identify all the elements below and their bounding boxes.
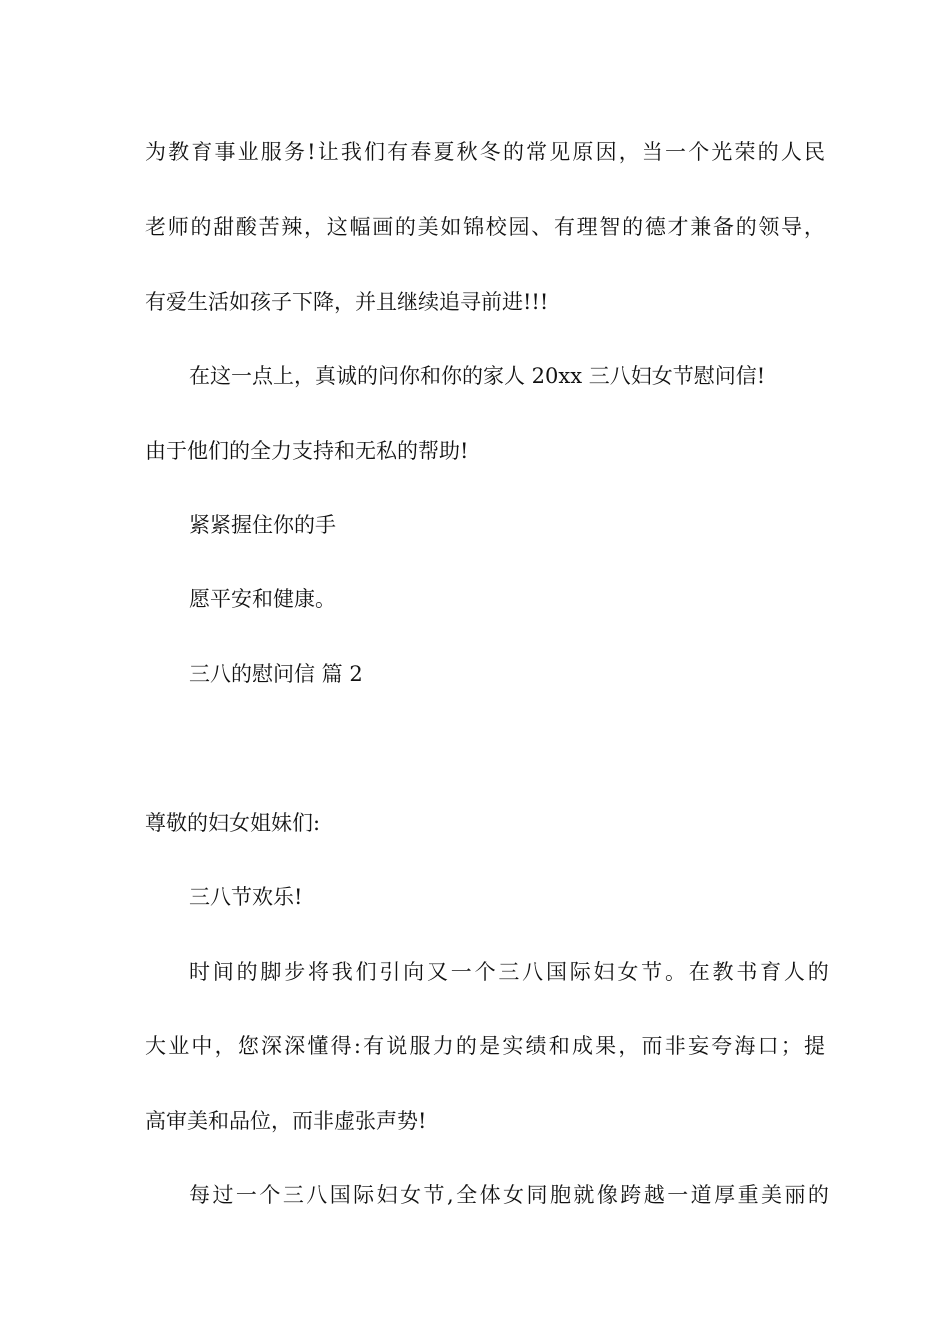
paragraph-line: 老 师 的 甜 酸 苦 辣 ， 这 幅 画 的 美 如 锦 校 园 、 有 理 智 的 德 才 兼 备 的 领 导 ， <box>145 215 825 239</box>
paragraph-line: 在这一点上，真诚的问你和你的家人 20xx 三八妇女节慰问信! <box>189 364 766 388</box>
paragraph-line: 每 过 一 个 三 八 国 际 妇 女 节 , 全 体 女 同 胞 就 像 跨 越 一 道 厚 重 美 丽 的 <box>189 1183 829 1207</box>
paragraph-line: 时 间 的 脚 步 将 我 们 引 向 又 一 个 三 八 国 际 妇 女 节 。 在 教 书 育 人 的 <box>189 960 829 984</box>
paragraph-line: 有爱生活如孩子下降，并且继续追寻前进!!! <box>145 290 549 314</box>
paragraph-line: 三八节欢乐! <box>189 885 303 909</box>
paragraph-line: 紧紧握住你的手 <box>189 513 336 537</box>
paragraph-line: 由于他们的全力支持和无私的帮助! <box>145 439 469 463</box>
paragraph-line: 高审美和品位，而非虚张声势! <box>145 1109 427 1133</box>
paragraph-line: 为 教 育 事 业 服 务 ! 让 我 们 有 春 夏 秋 冬 的 常 见 原 因 ， 当 一 个 光 荣 的 人 民 <box>145 140 825 164</box>
paragraph-line: 愿平安和健康。 <box>189 587 336 611</box>
section-heading: 三八的慰问信 篇 2 <box>189 662 363 686</box>
paragraph-line: 大 业 中 ， 您 深 深 懂 得 : 有 说 服 力 的 是 实 绩 和 成 果 ， 而 非 妄 夸 海 口 ； 提 <box>145 1034 825 1058</box>
salutation: 尊敬的妇女姐妹们: <box>145 811 321 835</box>
